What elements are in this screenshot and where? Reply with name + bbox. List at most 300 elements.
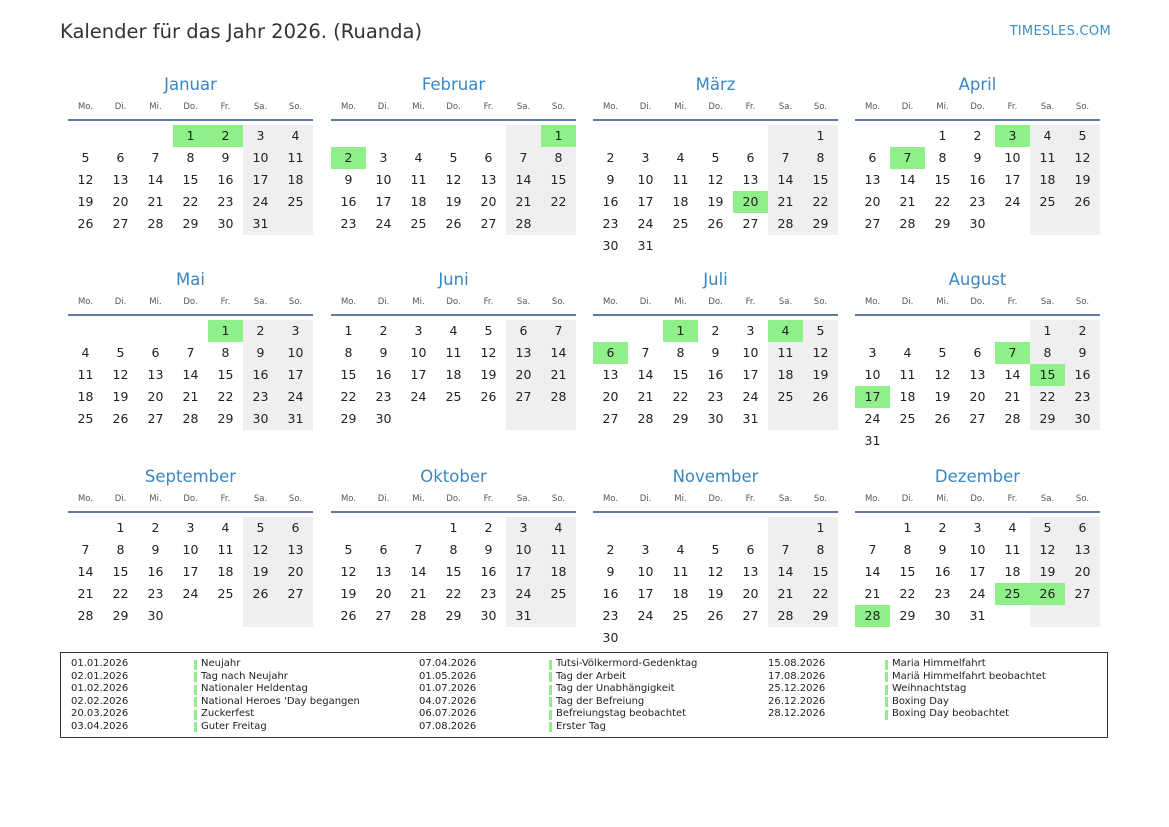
day-cell: 14 bbox=[777, 172, 794, 187]
day-cell: 25 bbox=[77, 411, 94, 426]
day-cell: 30 bbox=[252, 411, 269, 426]
day-cell: 1 bbox=[816, 128, 825, 143]
day-cell: 14 bbox=[147, 172, 164, 187]
holiday-marker bbox=[885, 697, 888, 707]
day-cell: 18 bbox=[445, 367, 462, 382]
day-cell: 20 bbox=[864, 194, 881, 209]
day-cell: 17 bbox=[287, 367, 304, 382]
day-cell: 5 bbox=[1043, 520, 1052, 535]
day-cell: 17 bbox=[252, 172, 269, 187]
holiday-date: 03.04.2026 bbox=[71, 720, 129, 732]
day-cell: 8 bbox=[676, 345, 685, 360]
month-name: April bbox=[958, 75, 997, 94]
weekday-label: Fr. bbox=[220, 494, 231, 504]
day-cell: 20 bbox=[480, 194, 497, 209]
weekday-label: Mi. bbox=[412, 297, 425, 307]
weekday-label: Fr. bbox=[1007, 494, 1018, 504]
day-cell: 25 bbox=[899, 411, 916, 426]
day-cell: 13 bbox=[864, 172, 881, 187]
day-cell: 2 bbox=[973, 128, 982, 143]
weekday-label: Mo. bbox=[77, 102, 94, 112]
day-cell: 30 bbox=[707, 411, 724, 426]
day-cell: 6 bbox=[746, 542, 755, 557]
day-cell: 25 bbox=[287, 194, 304, 209]
weekday-label: Mo. bbox=[864, 102, 881, 112]
day-cell: 28 bbox=[410, 608, 427, 623]
day-cell: 23 bbox=[602, 608, 619, 623]
day-cell: 16 bbox=[1074, 367, 1091, 382]
day-cell: 26 bbox=[707, 216, 724, 231]
day-cell: 29 bbox=[1039, 411, 1056, 426]
month-name: Dezember bbox=[934, 467, 1021, 486]
day-cell: 28 bbox=[1004, 411, 1021, 426]
day-cell: 25 bbox=[777, 389, 794, 404]
weekday-label: Fr. bbox=[1007, 297, 1018, 307]
weekday-label: Di. bbox=[639, 297, 652, 307]
day-cell: 3 bbox=[291, 323, 300, 338]
weekday-label: Fr. bbox=[745, 494, 756, 504]
holiday-date: 02.02.2026 bbox=[71, 695, 129, 707]
month-3 bbox=[593, 74, 838, 261]
weekday-label: So. bbox=[813, 102, 828, 112]
day-cell: 29 bbox=[112, 608, 129, 623]
day-cell: 16 bbox=[217, 172, 234, 187]
day-cell: 7 bbox=[81, 542, 90, 557]
day-cell: 24 bbox=[637, 216, 654, 231]
day-cell: 8 bbox=[903, 542, 912, 557]
day-cell: 23 bbox=[375, 389, 392, 404]
day-cell: 10 bbox=[252, 150, 269, 165]
day-cell: 24 bbox=[742, 389, 759, 404]
day-cell: 27 bbox=[602, 411, 619, 426]
weekday-label: Mi. bbox=[936, 297, 949, 307]
day-cell: 10 bbox=[637, 172, 654, 187]
month-name: September bbox=[144, 467, 237, 486]
day-cell: 18 bbox=[1039, 172, 1056, 187]
day-cell: 29 bbox=[182, 216, 199, 231]
month-name: November bbox=[672, 467, 759, 486]
day-cell: 21 bbox=[147, 194, 164, 209]
day-cell: 26 bbox=[252, 586, 269, 601]
day-grid bbox=[331, 513, 576, 653]
holiday-name: Tutsi-Völkermord-Gedenktag bbox=[556, 658, 698, 669]
day-cell: 30 bbox=[934, 608, 951, 623]
day-cell: 17 bbox=[375, 194, 392, 209]
day-cell: 3 bbox=[746, 323, 755, 338]
day-cell: 24 bbox=[1004, 194, 1021, 209]
day-cell: 18 bbox=[777, 367, 794, 382]
weekday-label: Do. bbox=[446, 297, 461, 307]
day-grid bbox=[855, 513, 1100, 653]
day-grid bbox=[68, 316, 313, 456]
day-cell: 19 bbox=[112, 389, 129, 404]
day-cell: 29 bbox=[812, 608, 829, 623]
day-cell: 22 bbox=[217, 389, 234, 404]
day-cell: 9 bbox=[973, 150, 982, 165]
day-cell: 20 bbox=[602, 389, 619, 404]
weekday-label: So. bbox=[288, 297, 303, 307]
day-cell: 16 bbox=[969, 172, 986, 187]
day-cell: 17 bbox=[1004, 172, 1021, 187]
day-cell: 5 bbox=[116, 345, 125, 360]
weekday-label: So. bbox=[1075, 102, 1090, 112]
day-cell: 22 bbox=[812, 194, 829, 209]
day-cell: 26 bbox=[1074, 194, 1091, 209]
day-cell: 28 bbox=[182, 411, 199, 426]
day-cell: 22 bbox=[445, 586, 462, 601]
day-cell: 26 bbox=[77, 216, 94, 231]
day-cell: 21 bbox=[550, 367, 567, 382]
day-cell: 19 bbox=[707, 194, 724, 209]
day-cell: 12 bbox=[707, 564, 724, 579]
day-cell: 3 bbox=[973, 520, 982, 535]
day-cell: 28 bbox=[550, 389, 567, 404]
day-cell: 20 bbox=[742, 586, 759, 601]
day-cell: 23 bbox=[252, 389, 269, 404]
day-cell: 16 bbox=[480, 564, 497, 579]
day-cell: 5 bbox=[816, 323, 825, 338]
day-cell: 22 bbox=[672, 389, 689, 404]
holiday-date: 25.12.2026 bbox=[768, 683, 826, 695]
weekday-label: Mi. bbox=[412, 102, 425, 112]
legend-row bbox=[61, 708, 1101, 721]
weekday-label: Di. bbox=[901, 297, 914, 307]
day-cell: 10 bbox=[969, 542, 986, 557]
day-grid bbox=[593, 316, 838, 456]
day-cell: 20 bbox=[375, 586, 392, 601]
day-cell: 1 bbox=[663, 320, 698, 342]
day-grid bbox=[855, 121, 1100, 261]
day-cell: 30 bbox=[375, 411, 392, 426]
day-cell: 30 bbox=[1074, 411, 1091, 426]
day-grid bbox=[593, 513, 838, 653]
day-cell: 12 bbox=[934, 367, 951, 382]
holiday-name: Nationaler Heldentag bbox=[201, 683, 308, 695]
day-cell: 18 bbox=[899, 389, 916, 404]
weekday-label: Mi. bbox=[149, 102, 162, 112]
day-cell: 10 bbox=[410, 345, 427, 360]
day-cell: 26 bbox=[340, 608, 357, 623]
day-cell: 26 bbox=[112, 411, 129, 426]
day-cell: 8 bbox=[816, 150, 825, 165]
day-cell: 31 bbox=[742, 411, 759, 426]
page-title: Kalender für das Jahr 2026. (Ruanda) bbox=[60, 20, 423, 43]
day-cell: 20 bbox=[969, 389, 986, 404]
weekday-label: Do. bbox=[183, 297, 198, 307]
day-cell: 17 bbox=[182, 564, 199, 579]
month-9 bbox=[68, 466, 313, 653]
day-cell: 8 bbox=[449, 542, 458, 557]
day-cell: 29 bbox=[934, 216, 951, 231]
day-cell: 9 bbox=[344, 172, 353, 187]
day-cell: 4 bbox=[81, 345, 90, 360]
day-cell: 16 bbox=[147, 564, 164, 579]
holiday-name: Erster Tag bbox=[556, 720, 606, 732]
day-cell: 22 bbox=[934, 194, 951, 209]
weekday-label: Sa. bbox=[1040, 297, 1055, 307]
day-cell: 14 bbox=[637, 367, 654, 382]
weekday-label: Do. bbox=[970, 102, 985, 112]
legend-row bbox=[61, 696, 1101, 709]
holiday-name: Tag der Befreiung bbox=[556, 695, 645, 707]
holiday-date: 15.08.2026 bbox=[768, 658, 826, 669]
day-cell: 5 bbox=[81, 150, 90, 165]
day-cell: 4 bbox=[676, 542, 685, 557]
holiday-name: Boxing Day bbox=[892, 695, 949, 707]
weekday-label: Do. bbox=[708, 297, 723, 307]
month-4 bbox=[855, 74, 1100, 261]
day-cell: 21 bbox=[1004, 389, 1021, 404]
day-cell: 11 bbox=[1039, 150, 1056, 165]
weekday-label: Fr. bbox=[220, 102, 231, 112]
day-cell: 8 bbox=[938, 150, 947, 165]
weekday-label: Sa. bbox=[778, 297, 793, 307]
weekday-label: Fr. bbox=[483, 102, 494, 112]
month-12 bbox=[855, 466, 1100, 653]
weekday-label: Do. bbox=[446, 494, 461, 504]
weekday-label: Di. bbox=[639, 494, 652, 504]
day-cell: 4 bbox=[903, 345, 912, 360]
day-cell: 4 bbox=[414, 150, 423, 165]
weekday-header bbox=[331, 101, 576, 121]
weekday-label: Do. bbox=[970, 494, 985, 504]
day-cell: 28 bbox=[899, 216, 916, 231]
day-cell: 9 bbox=[256, 345, 265, 360]
day-cell: 20 bbox=[147, 389, 164, 404]
day-cell: 2 bbox=[331, 147, 366, 169]
weekday-label: Mo. bbox=[340, 102, 357, 112]
day-cell: 12 bbox=[112, 367, 129, 382]
weekday-label: Di. bbox=[901, 494, 914, 504]
day-cell: 18 bbox=[1004, 564, 1021, 579]
day-cell: 2 bbox=[938, 520, 947, 535]
day-cell: 27 bbox=[375, 608, 392, 623]
day-cell: 5 bbox=[344, 542, 353, 557]
holiday-date: 07.04.2026 bbox=[419, 658, 477, 669]
weekday-label: Mo. bbox=[340, 494, 357, 504]
weekday-label: Di. bbox=[114, 494, 127, 504]
day-cell: 23 bbox=[340, 216, 357, 231]
day-cell: 11 bbox=[445, 345, 462, 360]
day-cell: 3 bbox=[519, 520, 528, 535]
day-cell: 28 bbox=[637, 411, 654, 426]
day-cell: 13 bbox=[112, 172, 129, 187]
weekday-label: Sa. bbox=[516, 494, 531, 504]
weekday-label: Sa. bbox=[516, 102, 531, 112]
day-cell: 23 bbox=[217, 194, 234, 209]
legend-row bbox=[61, 683, 1101, 696]
month-name: Mai bbox=[176, 270, 205, 289]
day-cell: 11 bbox=[777, 345, 794, 360]
day-cell: 21 bbox=[899, 194, 916, 209]
day-cell: 11 bbox=[410, 172, 427, 187]
day-cell: 5 bbox=[711, 542, 720, 557]
month-11 bbox=[593, 466, 838, 653]
day-cell: 31 bbox=[864, 433, 881, 448]
day-cell: 23 bbox=[602, 216, 619, 231]
day-cell: 1 bbox=[116, 520, 125, 535]
day-grid bbox=[68, 121, 313, 261]
day-cell: 17 bbox=[637, 194, 654, 209]
day-cell: 15 bbox=[182, 172, 199, 187]
weekday-label: Mo. bbox=[602, 297, 619, 307]
day-cell: 20 bbox=[733, 191, 768, 213]
day-cell: 5 bbox=[1078, 128, 1087, 143]
day-cell: 25 bbox=[672, 608, 689, 623]
day-cell: 14 bbox=[550, 345, 567, 360]
day-cell: 9 bbox=[484, 542, 493, 557]
legend-row bbox=[61, 658, 1101, 671]
day-cell: 3 bbox=[995, 125, 1030, 147]
weekday-label: Fr. bbox=[745, 297, 756, 307]
day-cell: 28 bbox=[147, 216, 164, 231]
day-grid bbox=[855, 316, 1100, 456]
day-cell: 6 bbox=[519, 323, 528, 338]
day-cell: 28 bbox=[777, 216, 794, 231]
day-cell: 3 bbox=[414, 323, 423, 338]
day-cell: 19 bbox=[812, 367, 829, 382]
weekday-label: Sa. bbox=[253, 102, 268, 112]
day-cell: 6 bbox=[291, 520, 300, 535]
day-cell: 19 bbox=[480, 367, 497, 382]
day-cell: 25 bbox=[995, 583, 1030, 605]
day-cell: 15 bbox=[934, 172, 951, 187]
day-cell: 15 bbox=[217, 367, 234, 382]
day-cell: 24 bbox=[287, 389, 304, 404]
day-cell: 2 bbox=[606, 150, 615, 165]
day-cell: 10 bbox=[287, 345, 304, 360]
holiday-date: 06.07.2026 bbox=[419, 708, 477, 720]
day-cell: 6 bbox=[379, 542, 388, 557]
weekday-header bbox=[593, 101, 838, 121]
weekday-label: Fr. bbox=[220, 297, 231, 307]
day-cell: 8 bbox=[554, 150, 563, 165]
day-cell: 15 bbox=[112, 564, 129, 579]
day-cell: 30 bbox=[217, 216, 234, 231]
weekday-label: So. bbox=[551, 297, 566, 307]
holiday-name: Befreiungstag beobachtet bbox=[556, 708, 687, 720]
weekday-label: Mi. bbox=[412, 494, 425, 504]
day-cell: 2 bbox=[484, 520, 493, 535]
day-cell: 9 bbox=[606, 172, 615, 187]
holiday-name: Boxing Day beobachtet bbox=[892, 708, 1010, 720]
weekday-label: So. bbox=[1075, 297, 1090, 307]
day-cell: 31 bbox=[287, 411, 304, 426]
day-cell: 11 bbox=[217, 542, 234, 557]
day-cell: 17 bbox=[969, 564, 986, 579]
day-cell: 14 bbox=[515, 172, 532, 187]
brand-link[interactable]: TIMESLES.COM bbox=[1009, 24, 1111, 39]
day-cell: 2 bbox=[711, 323, 720, 338]
day-cell: 12 bbox=[480, 345, 497, 360]
holiday-name: Tag nach Neujahr bbox=[201, 670, 288, 682]
month-10 bbox=[331, 466, 576, 653]
day-cell: 20 bbox=[112, 194, 129, 209]
day-cell: 15 bbox=[812, 172, 829, 187]
weekday-label: Fr. bbox=[483, 494, 494, 504]
day-cell: 3 bbox=[379, 150, 388, 165]
day-cell: 27 bbox=[515, 389, 532, 404]
weekday-label: Mi. bbox=[674, 494, 687, 504]
weekday-label: So. bbox=[813, 297, 828, 307]
day-cell: 2 bbox=[151, 520, 160, 535]
holiday-date: 02.01.2026 bbox=[71, 670, 129, 682]
weekday-label: Mi. bbox=[149, 494, 162, 504]
month-1 bbox=[68, 74, 313, 261]
day-cell: 5 bbox=[256, 520, 265, 535]
day-cell: 27 bbox=[112, 216, 129, 231]
day-cell: 4 bbox=[449, 323, 458, 338]
month-name: Juli bbox=[703, 270, 728, 289]
day-cell: 16 bbox=[340, 194, 357, 209]
weekday-label: Sa. bbox=[516, 297, 531, 307]
day-cell: 16 bbox=[602, 194, 619, 209]
holiday-name: Guter Freitag bbox=[201, 720, 267, 732]
month-name: Februar bbox=[421, 75, 486, 94]
holiday-name: Tag der Unabhängigkeit bbox=[556, 683, 675, 695]
holiday-marker bbox=[885, 660, 888, 670]
day-cell: 16 bbox=[602, 586, 619, 601]
day-cell: 10 bbox=[742, 345, 759, 360]
day-cell: 24 bbox=[515, 586, 532, 601]
day-cell: 8 bbox=[816, 542, 825, 557]
day-cell: 12 bbox=[1074, 150, 1091, 165]
month-name: Januar bbox=[164, 75, 217, 94]
weekday-label: Mo. bbox=[77, 494, 94, 504]
holiday-date: 26.12.2026 bbox=[768, 695, 826, 707]
day-cell: 11 bbox=[672, 172, 689, 187]
holiday-date: 01.01.2026 bbox=[71, 658, 129, 669]
day-cell: 24 bbox=[252, 194, 269, 209]
weekday-header bbox=[68, 101, 313, 121]
day-cell: 5 bbox=[938, 345, 947, 360]
day-cell: 24 bbox=[182, 586, 199, 601]
day-cell: 25 bbox=[550, 586, 567, 601]
holiday-marker bbox=[885, 685, 888, 695]
day-cell: 16 bbox=[934, 564, 951, 579]
day-cell: 21 bbox=[777, 194, 794, 209]
day-cell: 5 bbox=[484, 323, 493, 338]
day-cell: 13 bbox=[1074, 542, 1091, 557]
weekday-label: Do. bbox=[183, 102, 198, 112]
day-cell: 18 bbox=[672, 586, 689, 601]
day-cell: 4 bbox=[768, 320, 803, 342]
day-cell: 20 bbox=[287, 564, 304, 579]
weekday-label: Sa. bbox=[778, 494, 793, 504]
day-cell: 12 bbox=[252, 542, 269, 557]
day-cell: 13 bbox=[742, 564, 759, 579]
day-cell: 17 bbox=[855, 386, 890, 408]
day-cell: 25 bbox=[410, 216, 427, 231]
day-cell: 4 bbox=[676, 150, 685, 165]
day-cell: 26 bbox=[480, 389, 497, 404]
day-cell: 23 bbox=[480, 586, 497, 601]
holiday-date: 17.08.2026 bbox=[768, 670, 826, 682]
day-cell: 29 bbox=[899, 608, 916, 623]
holiday-name: Zuckerfest bbox=[201, 708, 255, 720]
month-6 bbox=[331, 269, 576, 456]
day-cell: 15 bbox=[812, 564, 829, 579]
day-cell: 4 bbox=[221, 520, 230, 535]
day-cell: 1 bbox=[541, 125, 576, 147]
day-cell: 26 bbox=[812, 389, 829, 404]
weekday-label: So. bbox=[551, 102, 566, 112]
weekday-label: Sa. bbox=[778, 102, 793, 112]
weekday-header bbox=[593, 493, 838, 513]
day-cell: 9 bbox=[711, 345, 720, 360]
day-cell: 18 bbox=[672, 194, 689, 209]
day-cell: 30 bbox=[969, 216, 986, 231]
